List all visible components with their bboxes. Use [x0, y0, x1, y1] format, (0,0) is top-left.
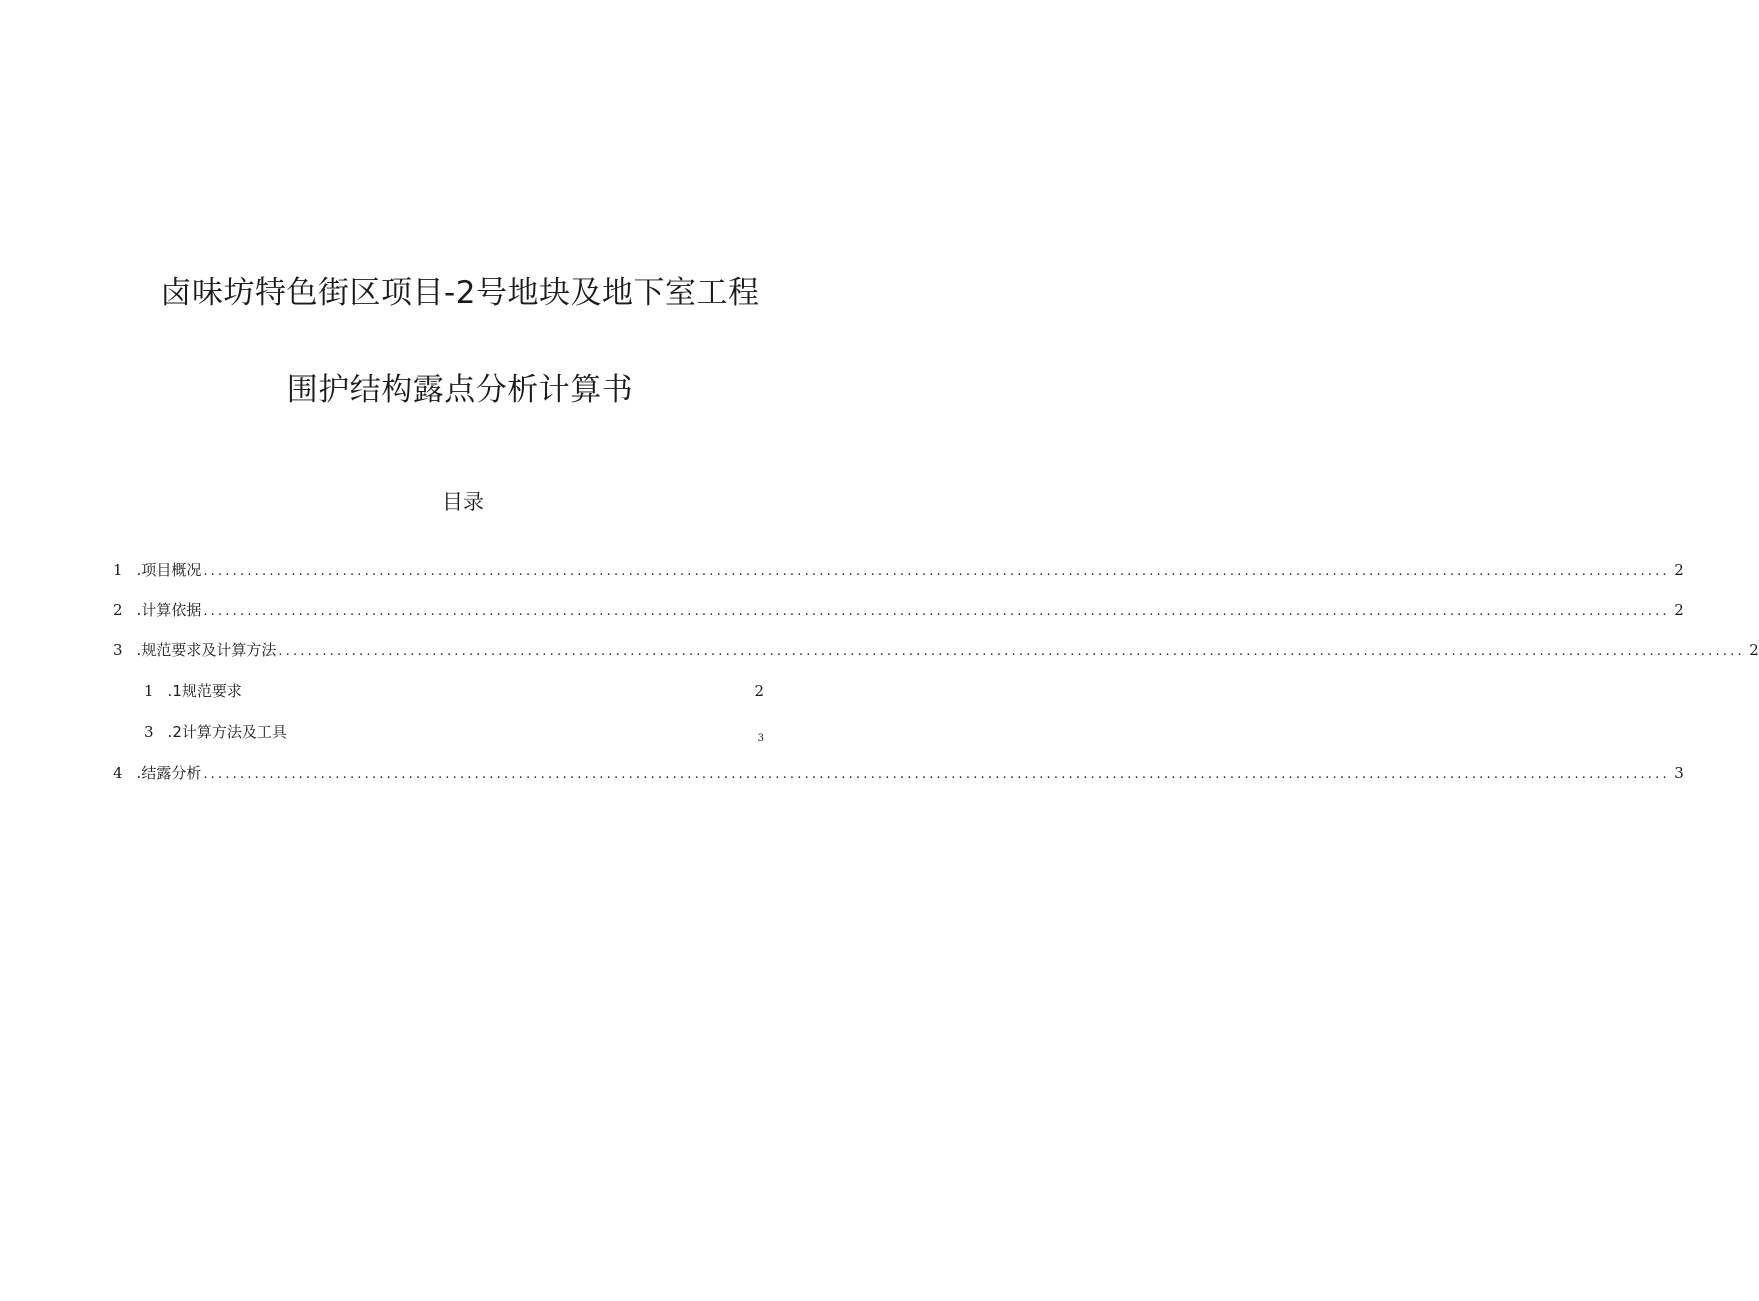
toc-entry-text: .结露分析	[136, 764, 202, 782]
toc-leader-dots: ........................................................................................................................................................................................................	[203, 604, 1670, 619]
toc-entry-condensation-analysis[interactable]	[113, 761, 1684, 785]
toc-entry-number: 3	[144, 723, 154, 741]
toc-entry-calculation-methods-and-tools[interactable]	[144, 720, 764, 744]
toc-entry-number: 2	[113, 601, 123, 619]
toc-entry-calculation-basis[interactable]	[113, 598, 1684, 622]
toc-entry-project-overview[interactable]	[113, 558, 1684, 582]
toc-entry-page: 3	[757, 733, 764, 744]
toc-entry-page: 2	[754, 682, 764, 700]
toc-entry-specification-requirements[interactable]	[144, 679, 764, 703]
document-title-line-2: 围护结构露点分析计算书	[286, 372, 634, 408]
toc-leader-dots: ........................................................................................................................................................................................................	[203, 767, 1670, 782]
toc-entry-text: .计算依据	[136, 601, 202, 619]
toc-entry-requirements-and-methods[interactable]	[113, 638, 1759, 662]
toc-entry-page: 2	[1749, 641, 1759, 659]
toc-entry-text: .2计算方法及工具	[167, 723, 287, 741]
toc-entry-page: 2	[1674, 561, 1684, 579]
toc-entry-page: 3	[1674, 764, 1684, 782]
toc-heading: 目录	[442, 490, 484, 514]
toc-entry-number: 3	[113, 641, 123, 659]
document-title-line-1: 卤味坊特色街区项目-2号地块及地下室工程	[160, 275, 760, 311]
toc-entry-page: 2	[1674, 601, 1684, 619]
toc-leader-dots: ........................................................................................................................................................................................................	[203, 564, 1670, 579]
toc-entry-number: 1	[144, 682, 154, 700]
toc-entry-text: .1规范要求	[167, 682, 242, 700]
toc-entry-text: .项目概况	[136, 561, 202, 579]
toc-entry-number: 1	[113, 561, 123, 579]
toc-entry-text: .规范要求及计算方法	[136, 641, 277, 659]
toc-entry-number: 4	[113, 764, 123, 782]
toc-leader-dots: ........................................................................................................................................................................................................	[278, 644, 1745, 659]
